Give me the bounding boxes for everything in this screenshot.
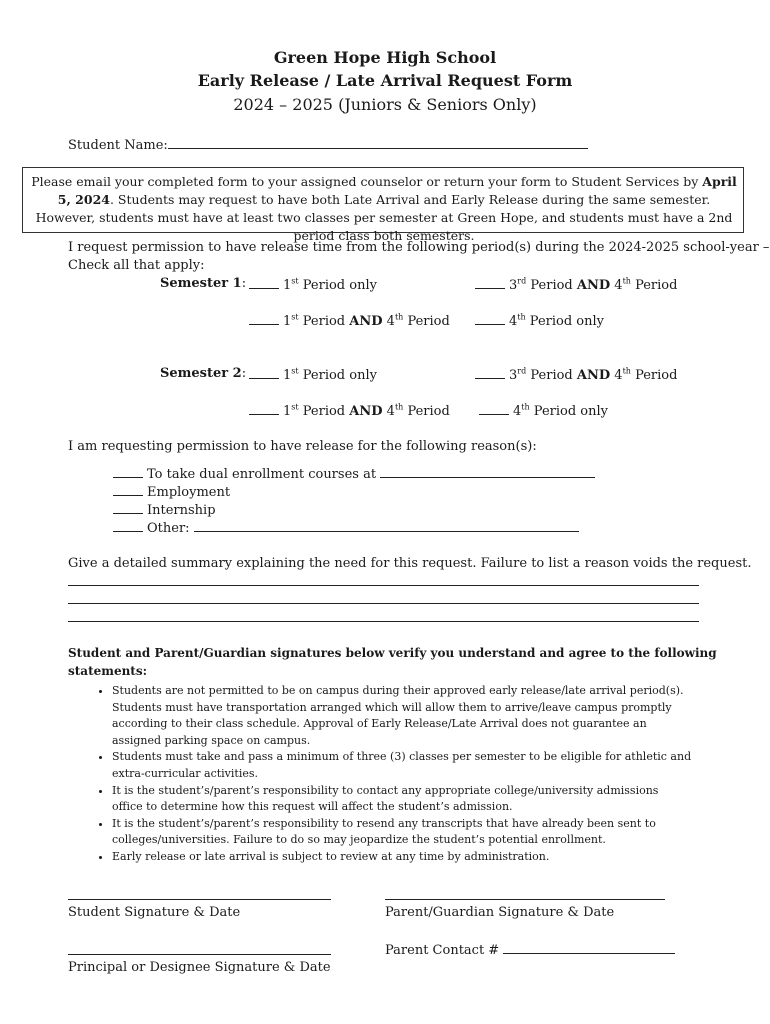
reasons-intro: I am requesting permission to have release for the following reason(s):	[68, 439, 537, 454]
statements-list	[92, 683, 692, 866]
school-name: Green Hope High School	[273, 48, 497, 67]
checkbox-blank[interactable]	[475, 276, 505, 289]
sem1-option-3rd-and-4th[interactable]: 3rd Period AND 4th Period	[475, 276, 677, 293]
sem2-option-3rd-and-4th[interactable]: 3rd Period AND 4th Period	[475, 366, 677, 383]
checkbox-blank[interactable]	[479, 402, 509, 415]
student-name-row	[68, 136, 588, 153]
permission-intro-1: I request permission to have release time from the following period(s) during the 2024-2025 school-year –	[68, 240, 770, 255]
sem2-option-1st-and-4th[interactable]: 1st Period AND 4th Period	[249, 402, 450, 419]
parent-signature-label: Parent/Guardian Signature & Date	[385, 905, 615, 920]
student-name-label: Student Name:	[68, 138, 168, 153]
student-signature-label: Student Signature & Date	[68, 905, 241, 920]
reason-dual-enrollment[interactable]: To take dual enrollment courses at	[113, 465, 595, 482]
statement-item: • It is the student’s/parent’s responsibility to resend any transcripts that have already been sent to colleges/universities. Failure to do so may jeopardize the student’s potential enrollment.	[112, 816, 692, 849]
checkbox-blank[interactable]	[249, 312, 279, 325]
dual-enrollment-field[interactable]	[380, 465, 595, 478]
statement-item: • It is the student’s/parent’s responsibility to contact any appropriate college/university admissions office to determine how this request will affect the student’s admission.	[112, 783, 692, 816]
notice-text	[30, 173, 738, 245]
school-year: 2024 – 2025 (Juniors & Seniors Only)	[233, 95, 537, 114]
reason-other[interactable]: Other:	[113, 519, 579, 536]
semester-1-label: Semester 1:	[160, 276, 247, 291]
checkbox-blank[interactable]	[475, 366, 505, 379]
sem2-option-1st-only[interactable]: 1st Period only	[249, 366, 377, 383]
reason-employment[interactable]: Employment	[113, 483, 230, 500]
notice-part2: . Students may request to have both Late Arrival and Early Release during the same semester. However, students must have at least two classes per semester at Green Hope, and students must have a 2nd period class both semesters.	[35, 192, 733, 243]
summary-line-1[interactable]	[68, 585, 699, 586]
sem1-option-1st-and-4th[interactable]: 1st Period AND 4th Period	[249, 312, 450, 329]
parent-contact-row	[385, 941, 675, 958]
permission-intro-2: Check all that apply:	[68, 258, 205, 273]
statement-item: • Students must take and pass a minimum of three (3) classes per semester to be eligible for athletic and extra-curricular activities.	[112, 749, 692, 782]
summary-prompt: Give a detailed summary explaining the need for this request. Failure to list a reason voids the request.	[68, 556, 752, 571]
summary-line-2[interactable]	[68, 603, 699, 604]
checkbox-blank[interactable]	[113, 501, 143, 514]
parent-contact-label: Parent Contact #	[385, 943, 500, 958]
checkbox-blank[interactable]	[475, 312, 505, 325]
statements-heading-1: Student and Parent/Guardian signatures below verify you understand and agree to the following	[68, 646, 717, 660]
notice-part1: Please email your completed form to your assigned counselor or return your form to Student Services by	[31, 174, 703, 189]
principal-signature-line[interactable]	[68, 954, 331, 955]
checkbox-blank[interactable]	[249, 402, 279, 415]
sem1-option-1st-only[interactable]: 1st Period only	[249, 276, 377, 293]
checkbox-blank[interactable]	[113, 465, 143, 478]
form-title: Early Release / Late Arrival Request Form	[197, 71, 573, 90]
sem1-option-4th-only[interactable]: 4th Period only	[475, 312, 604, 329]
checkbox-blank[interactable]	[113, 483, 143, 496]
reason-internship[interactable]: Internship	[113, 501, 216, 518]
summary-line-3[interactable]	[68, 621, 699, 622]
checkbox-blank[interactable]	[113, 519, 143, 532]
notice-deadline: April 5, 2024	[57, 174, 737, 207]
statements-heading-2: statements:	[68, 664, 148, 678]
checkbox-blank[interactable]	[249, 276, 279, 289]
student-name-field[interactable]	[168, 136, 588, 149]
statement-item: • Early release or late arrival is subject to review at any time by administration.	[112, 849, 692, 866]
other-reason-field[interactable]	[194, 519, 579, 532]
checkbox-blank[interactable]	[249, 366, 279, 379]
semester-2-label: Semester 2:	[160, 366, 247, 381]
parent-contact-field[interactable]	[503, 941, 675, 954]
principal-signature-label: Principal or Designee Signature & Date	[68, 960, 331, 975]
student-signature-line[interactable]	[68, 899, 331, 900]
statement-item: • Students are not permitted to be on campus during their approved early release/late arrival period(s). Students must have transportation arranged which will allow them to arrive/leave campus promptly according to their class schedule. Approval of Early Release/Late Arrival does not guarantee an assigned parking space on campus.	[112, 683, 692, 749]
parent-signature-line[interactable]	[385, 899, 665, 900]
sem2-option-4th-only[interactable]: 4th Period only	[479, 402, 608, 419]
